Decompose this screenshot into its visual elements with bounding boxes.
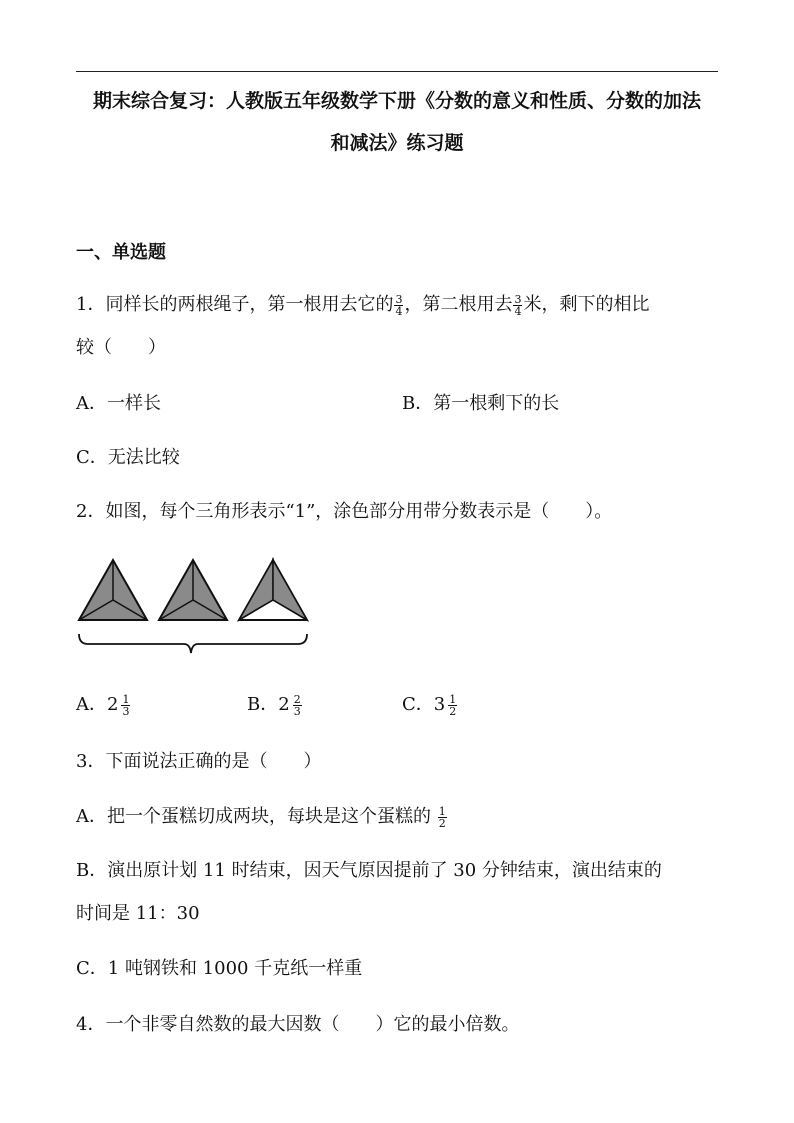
q2-option-c-label: C．	[402, 694, 434, 715]
header-rule	[76, 71, 718, 72]
brace	[79, 634, 307, 653]
q3-option-a-text: A．把一个蛋糕切成两块，每块是这个蛋糕的	[76, 806, 431, 827]
q2-option-b-fraction	[293, 694, 302, 717]
q1-stem-part-b: ，第二根用去	[404, 294, 513, 315]
q1-stem-part-c: 米，剩下的相比	[523, 294, 650, 315]
document-title-line2: 和减法》练习题	[330, 132, 464, 154]
q2-option-c[interactable]	[402, 690, 458, 717]
q3-option-a-fraction	[438, 806, 447, 829]
q2-option-a-numerator: 1	[122, 692, 130, 706]
q2-option-b-numerator: 2	[293, 692, 301, 706]
q1-option-b[interactable]: B．第一根剩下的长	[402, 393, 560, 414]
q3-option-b-line2[interactable]: 时间是 11：30	[76, 903, 200, 924]
q2-stem: 2．如图，每个三角形表示“1”，涂色部分用带分数表示是（ ）。	[76, 501, 613, 522]
document-title-line1: 期末综合复习：人教版五年级数学下册《分数的意义和性质、分数的加法	[92, 90, 701, 112]
q2-option-b-whole: 2	[278, 694, 290, 715]
q1-fraction-1-denominator: 4	[395, 304, 403, 318]
q1-fraction-2-numerator: 3	[514, 292, 522, 306]
q1-option-c[interactable]: C．无法比较	[76, 447, 180, 468]
q2-option-b[interactable]	[247, 690, 303, 717]
q2-option-a-fraction	[121, 694, 130, 717]
q1-fraction-2	[513, 294, 522, 317]
triangle-3-partially-shaded	[239, 560, 307, 620]
q2-option-a[interactable]	[76, 690, 131, 717]
section-heading: 一、单选题	[76, 242, 166, 263]
q2-option-c-denominator: 2	[449, 704, 457, 718]
q3-option-a-denominator: 2	[438, 816, 446, 830]
q3-option-b-line1[interactable]: B．演出原计划 11 时结束，因天气原因提前了 30 分钟结束，演出结束的	[76, 860, 662, 881]
q3-stem: 3．下面说法正确的是（ ）	[76, 751, 322, 772]
q1-fraction-1	[394, 294, 403, 317]
triangles-figure	[76, 556, 316, 660]
q2-option-c-numerator: 1	[449, 692, 457, 706]
q1-stem-line1	[76, 290, 649, 317]
q1-fraction-2-denominator: 4	[514, 304, 522, 318]
q1-fraction-1-numerator: 3	[395, 292, 403, 306]
q2-option-c-whole: 3	[433, 694, 446, 715]
q1-option-a[interactable]: A．一样长	[76, 393, 161, 414]
triangle-1-fully-shaded	[79, 560, 147, 620]
q4-stem: 4．一个非零自然数的最大因数（ ）它的最小倍数。	[76, 1014, 520, 1035]
q2-option-a-denominator: 3	[122, 704, 130, 718]
q3-option-a-numerator: 1	[438, 804, 446, 818]
q2-option-b-label: B．	[247, 694, 279, 715]
q1-stem-part-a: 1．同样长的两根绳子，第一根用去它的	[76, 294, 394, 315]
q2-option-a-label: A．	[76, 694, 107, 715]
q2-option-b-denominator: 3	[293, 704, 301, 718]
triangle-2-fully-shaded	[159, 560, 227, 620]
q3-option-c[interactable]: C．1 吨钢铁和 1000 千克纸一样重	[76, 958, 363, 979]
q3-option-a[interactable]	[76, 802, 448, 829]
q1-stem-line2: 较（ ）	[76, 337, 166, 358]
q2-option-c-fraction	[448, 694, 457, 717]
q2-option-a-whole: 2	[107, 694, 119, 715]
